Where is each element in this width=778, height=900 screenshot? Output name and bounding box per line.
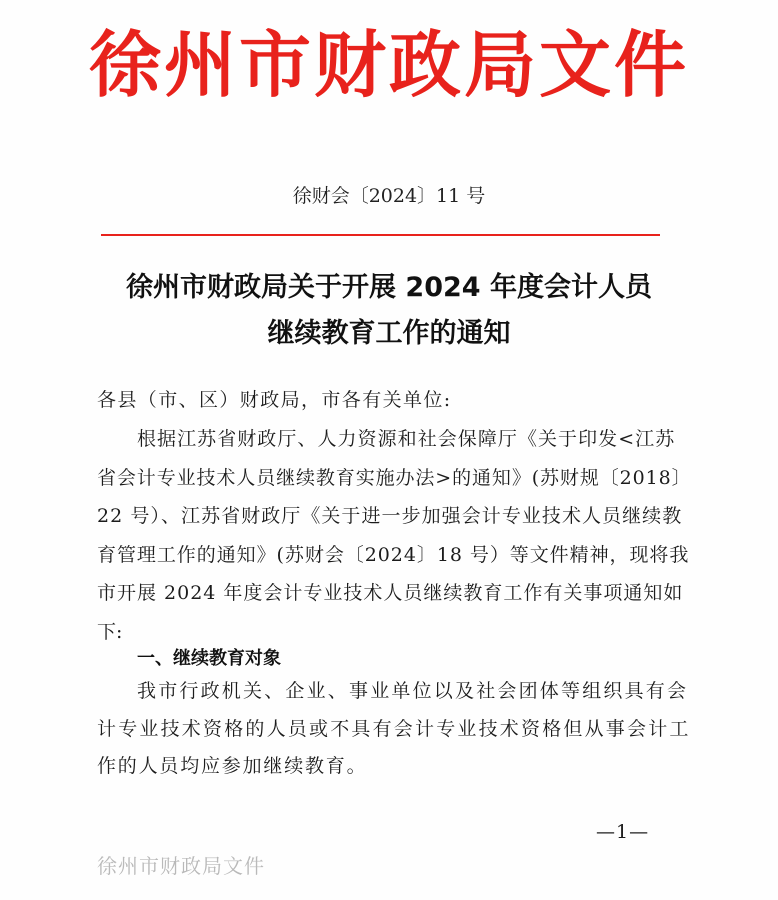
paragraph-line: 我市行政机关、企业、事业单位以及社会团体等组织具有会 [137,680,689,702]
red-divider-line [101,234,660,236]
paragraph-line: 下: [97,620,123,643]
paragraph-line: 22 号）、江苏省财政厅《关于进一步加强会计专业技术人员继续教 [97,505,683,528]
notice-title-line-2: 继续教育工作的通知 [267,318,511,349]
salutation: 各县（市、区）财政局，市各有关单位: [97,389,452,411]
page-number: —1— [596,821,650,843]
paragraph-line: 育管理工作的通知》(苏财会〔2024〕18 号）等文件精神，现将我 [97,543,690,566]
paragraph-line: 根据江苏省财政厅、人力资源和社会保障厅《关于印发<江苏 [137,428,676,450]
paragraph-line: 计专业技术资格的人员或不具有会计专业技术资格但从事会计工 [97,717,691,740]
paragraph-line: 省会计专业技术人员继续教育实施办法>的通知》(苏财规〔2018〕 [97,466,692,489]
paragraph-line: 作的人员均应参加继续教育。 [97,755,368,777]
section-heading-1: 一、继续教育对象 [137,648,281,669]
paragraph-education-target [97,678,691,791]
masthead-title: 徐州市财政局文件 [88,22,689,107]
footer-watermark: 徐州市财政局文件 [97,854,265,878]
document-number: 徐财会〔2024〕11 号 [292,185,486,207]
paragraph-basis [97,426,692,658]
notice-title-line-1: 徐州市财政局关于开展 2024 年度会计人员 [126,272,652,303]
paragraph-line: 市开展 2024 年度会计专业技术人员继续教育工作有关事项通知如 [97,582,684,605]
